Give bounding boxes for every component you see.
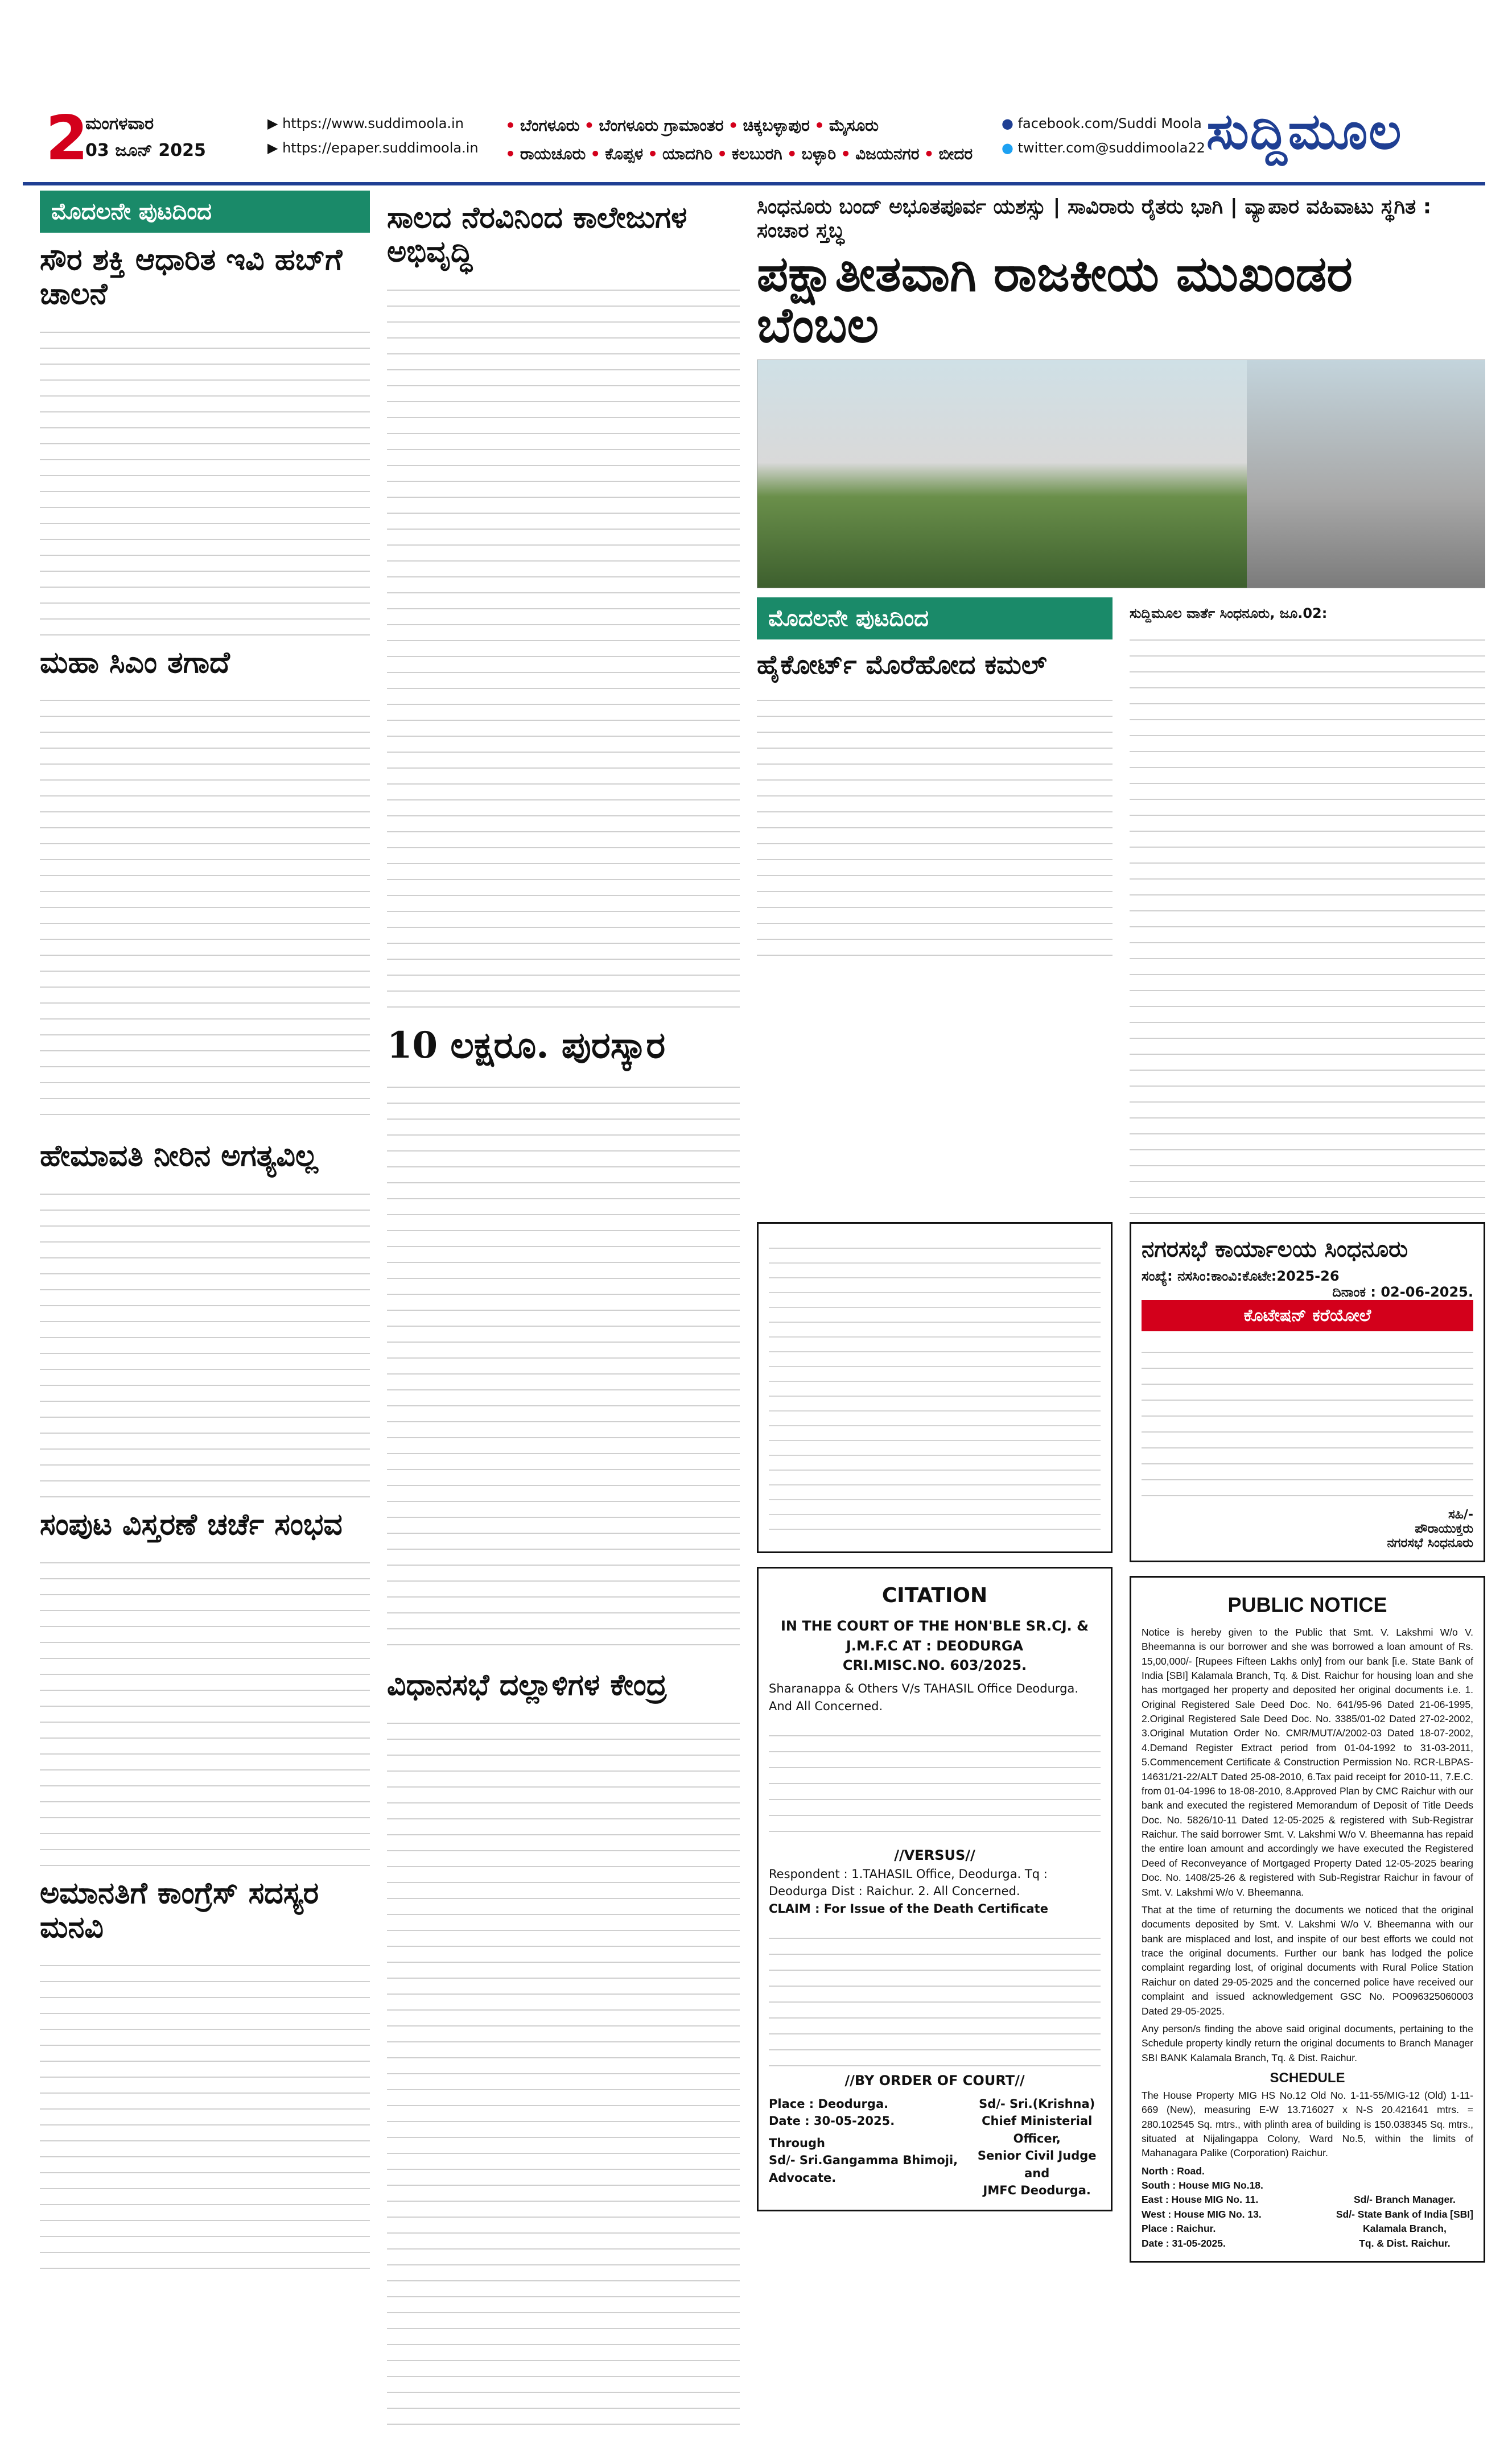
bullet: •: [590, 145, 601, 164]
nagarasabhe-body: [1142, 1337, 1473, 1508]
protest-photo: [757, 360, 1485, 588]
article-body: [1130, 625, 1485, 1216]
citation-notice: [757, 1567, 1113, 2211]
citation-sign: Chief Ministerial Officer,: [982, 2114, 1093, 2145]
nagarasabhe-title: ನಗರಸಭೆ ಕಾರ್ಯಾಲಯ ಸಿಂಧನೂರು: [1142, 1236, 1408, 1262]
citation-respondent: Respondent : 1.TAHASIL Office, Deodurga. Tq : Deodurga Dist : Raichur. 2. All Concerned.: [769, 1867, 1048, 1898]
schedule-body: The House Property MIG HS No.12 Old No. 1-11-55/MIG-12 (Old) 1-11-669 (New), measuring E-W 13.716027 x N-S 20.421641 mtrs. = 280.102545 Sq. mtrs., with plinth area of building is 150.038345 Sq. mtrs., situated at Nijalingappa Colony, Ward No.5, within the limits of Mahanagara Palike (Corporation) Raichur.: [1142, 2089, 1473, 2159]
public-notice-body: Notice is hereby given to the Public that Smt. V. Lakshmi W/o V. Bheemanna is our borrower and she was borrowed a loan amount of Rs. 15,00,000/- [Rupees Fifteen Lakhs only] from our bank [i.e. State Bank of India [SBI] Kalamala Branch, Tq. & Dist. Raichur for housing loan and she has mortgaged her property and deposited her original documents i.e. 1. Original Registered Sale Deed Doc. No. 641/95-96 Dated 21-06-1995, 2.Original Registered Sale Deed Doc. No. 3385/01-02 Dated 27-02-2002, 3.Original Mutation Order No. CMR/MUT/A/2002-03 Dated 18-07-2002, 4.Demand Register Extract period from 01-04-1992 to 31-03-2011, 5.Commencement Certificate & Construction Permission No. RCR-LBPAS-14631/21-22/ALT Dated 25-08-2010, 6.Tax paid receipt for 2010-11, 7.E.C. from 01-04-1996 to 18-08-2010, 8.Approved Plan by CMC Raichur with our bank and executed the registered Memorandum of Deposit of Title Deeds Doc. No. 5826/10-11 Dated 12-05-2025 & registered with Sub-Registrar Raichur. The said borrower Smt. V. Lakshmi W/o V. Bheemanna has repaid the entire loan amount and accordingly we have executed the Registered Deed of Reconveyance of Mortgaged Property Dated 12-05-2025 bearing Doc. No. 1408/25-26 & registered with Sub-Registrar Raichur in favour of Smt. V. Lakshmi W/o V. Bheemanna.: [1142, 1626, 1473, 1898]
citation-sign: Sd/- Sri.(Krishna): [979, 2096, 1095, 2111]
column-3: [757, 191, 1485, 2263]
bullet: •: [814, 116, 825, 135]
twitter-icon: ●: [1002, 140, 1013, 156]
citation-advocate: Sd/- Sri.Gangamma Bhimoji, Advocate.: [769, 2153, 958, 2185]
city-name: ವಿಜಯನಗರ: [855, 145, 920, 164]
bullet: •: [717, 145, 727, 164]
social-links: [1002, 112, 1205, 160]
public-notice-body2: That at the time of returning the documents we noticed that the original documents deposited by Smt. V. Lakshmi W/o V. Bheemanna with our bank are misplaced and lost, and inspite of our best efforts we could not trace the original documents. Further our bank has lodged the police complaint regarding lost, of original documents with Rural Police Station Raichur on dated 29-05-2025 and the concerned police have received our complaint and issued acknowledgement GSC No. PO096325060003 Dated 29-05-2025.: [1142, 1904, 1473, 2017]
column-1: [40, 191, 370, 2438]
urls: [267, 112, 479, 160]
notice-place: Place : Raichur.: [1142, 2223, 1216, 2235]
city-name: ಬಳ್ಳಾರಿ: [801, 145, 837, 164]
headline-suspension: ಅಮಾನತಿಗೆ ಕಾಂಗ್ರೆಸ್ ಸದಸ್ಯರ ಮನವಿ: [40, 1875, 319, 1945]
citation-case: CRI.MISC.NO. 603/2025.: [842, 1657, 1027, 1674]
boundary-west: West : House MIG No. 13.: [1142, 2208, 1262, 2220]
notice-sign: Sd/- State Bank of India [SBI]: [1336, 2208, 1473, 2220]
citation-body: [769, 1720, 1101, 1846]
day: ಮಂಗಳವಾರ: [85, 114, 154, 134]
nagarasabhe-sign: ಪೌರಾಯುಕ್ತರು: [1415, 1521, 1473, 1536]
article-body: [757, 685, 1113, 969]
boundary-south: South : House MIG No.18.: [1142, 2180, 1263, 2191]
notice-sign: Sd/- Branch Manager.: [1353, 2194, 1456, 2206]
article-body: [40, 1547, 370, 1866]
bullet: •: [840, 145, 851, 164]
lead-headline: ಪಕ್ಷಾತೀತವಾಗಿ ರಾಜಕೀಯ ಮುಖಂಡರ ಬೆಂಬಲ: [757, 245, 1353, 354]
city-name: ಬೀದರ: [938, 145, 973, 164]
website-link[interactable]: ▶ https://www.suddimoola.in: [267, 115, 464, 131]
bullet: •: [505, 145, 516, 164]
byline: ಸುದ್ದಿಮೂಲ ವಾರ್ತೆ ಸಿಂಧನೂರು, ಜೂ.02:: [1130, 605, 1328, 621]
facebook-icon: ●: [1002, 115, 1013, 131]
bullet: •: [648, 145, 658, 164]
citation-parties: Sharanappa & Others V/s TAHASIL Office Deodurga. And All Concerned.: [769, 1682, 1079, 1713]
epaper-link[interactable]: ▶ https://epaper.suddimoola.in: [267, 140, 479, 156]
facebook-link[interactable]: ● facebook.com/Suddi Moola: [1002, 115, 1202, 131]
boundary-east: East : House MIG No. 11.: [1142, 2194, 1259, 2206]
section-banner: ಮೊದಲನೇ ಪುಟದಿಂದ: [757, 597, 1113, 639]
header-rule: [23, 182, 1485, 185]
city-name: ರಾಯಚೂರು: [520, 145, 586, 164]
headline-ev-hub: ಸೌರ ಶಕ್ತಿ ಆಧಾರಿತ ಇವಿ ಹಬ್‌ಗೆ ಚಾಲನೆ: [40, 242, 343, 311]
public-notice-title: PUBLIC NOTICE: [1227, 1592, 1387, 1616]
citation-sign: Senior Civil Judge and: [977, 2149, 1097, 2180]
citation-versus: //VERSUS//: [894, 1847, 975, 1864]
article-body: [40, 317, 370, 635]
city-name: ಯಾದಗಿರಿ: [662, 145, 713, 164]
bullet: •: [584, 116, 595, 135]
city-name: ಕೊಪ್ಪಳ: [605, 145, 644, 164]
date: 03 ಜೂನ್ 2025: [85, 140, 206, 160]
headline-broker-center: ವಿಧಾನಸಭೆ ದಲ್ಲಾಳಿಗಳ ಕೇಂದ್ರ: [387, 1668, 667, 1703]
masthead: ಸುದ್ದಿಮೂಲ: [1206, 101, 1403, 160]
notice-date: Date : 31-05-2025.: [1142, 2237, 1226, 2249]
headline-highcourt: ಹೈಕೋರ್ಟ್ ಮೊರೆಹೋದ ಕಮಲ್: [757, 649, 1047, 680]
nagarasabhe-sign: ಸಹಿ/-: [1448, 1507, 1473, 1522]
article-body: [387, 275, 740, 1014]
article-body: [40, 685, 370, 1129]
nagarasabhe-notice: [1130, 1222, 1485, 1562]
bullet: •: [786, 145, 797, 164]
public-notice-body3: Any person/s finding the above said original documents, pertaining to the Schedule property kindly return the original documents to Branch Manager SBI BANK Kalamala Branch, Tq. & Dist. Raichur.: [1142, 2023, 1473, 2063]
citation-title: CITATION: [881, 1583, 988, 1607]
citation-claim: CLAIM : For Issue of the Death Certificate: [769, 1901, 1048, 1916]
headline-maha-cm: ಮಹಾ ಸಿಎಂ ತಗಾದೆ: [40, 645, 230, 680]
citation-court: IN THE COURT OF THE HON'BLE SR.CJ. & J.M.F.C AT : DEODURGA: [780, 1617, 1089, 1654]
date-block: [85, 111, 206, 164]
nagarasabhe-number: ಸಂಖ್ಯೆ: ನಸಸಿಂ:ಕಾಂವಿ:ಕೊಟೇ:2025-26: [1142, 1268, 1340, 1284]
city-name: ಬೆಂಗಳೂರು ಗ್ರಾಮಾಂತರ: [599, 116, 724, 135]
article-body: [387, 1072, 740, 1658]
lead-tagline: ಸಿಂಧನೂರು ಬಂದ್ ಅಭೂತಪೂರ್ವ ಯಶಸ್ಸು | ಸಾವಿರಾರು ರೈತರು ಭಾಗಿ | ವ್ಯಾಪಾರ ವಹಿವಾಟು ಸ್ಥಗಿತ : ಸಂಚಾರ ಸ್ತಬ್ಧ: [757, 195, 1432, 242]
boundary-north: North : Road.: [1142, 2165, 1205, 2177]
nagarasabhe-date: ದಿನಾಂಕ : 02-06-2025.: [1332, 1283, 1473, 1300]
citation-sign: JMFC Deodurga.: [983, 2184, 1091, 2198]
bullet: •: [505, 116, 516, 135]
article-body: [40, 1179, 370, 1497]
notice-sign: Kalamala Branch,: [1362, 2223, 1447, 2235]
citation-text: [769, 1923, 1101, 2071]
notice-sign: Tq. & Dist. Raichur.: [1359, 2237, 1451, 2249]
page-number: 2: [46, 103, 89, 174]
citation-order: //BY ORDER OF COURT//: [844, 2073, 1025, 2089]
twitter-link[interactable]: ● twitter.com@suddimoola22: [1002, 140, 1205, 156]
article-body: [40, 1950, 370, 2269]
citation-date: Date : 30-05-2025.: [769, 2114, 895, 2128]
article-body: [387, 1708, 740, 2438]
govt-notice: [757, 1222, 1113, 1553]
headline-cabinet: ಸಂಪುಟ ವಿಸ್ತರಣೆ ಚರ್ಚೆ ಸಂಭವ: [40, 1507, 343, 1542]
section-banner: ಮೊದಲನೇ ಪುಟದಿಂದ: [40, 191, 370, 233]
schedule-title: SCHEDULE: [1270, 2070, 1345, 2086]
city-name: ಚಿಕ್ಕಬಳ್ಳಾಪುರ: [743, 116, 810, 135]
citation-place: Place : Deodurga.: [769, 2096, 889, 2111]
citation-through: Through: [769, 2136, 825, 2150]
city-name: ಕಲಬುರಗಿ: [731, 145, 782, 164]
quotation-bar: ಕೊಟೇಷನ್ ಕರೆಯೋಲೆ: [1142, 1300, 1473, 1331]
column-2: [387, 191, 740, 2438]
city-name: ಮೈಸೂರು: [829, 116, 879, 135]
headline-hemavati: ಹೇಮಾವತಿ ನೀರಿನ ಅಗತ್ಯವಿಲ್ಲ: [40, 1138, 318, 1174]
bullet: •: [728, 116, 739, 135]
headline-award: 10 ಲಕ್ಷರೂ. ಪುರಸ್ಕಾರ: [387, 1023, 666, 1067]
city-list: [501, 112, 1013, 169]
nagarasabhe-sign: ನಗರಸಭೆ ಸಿಂಧನೂರು: [1387, 1536, 1473, 1550]
city-name: ಬೆಂಗಳೂರು: [520, 116, 580, 135]
headline-college-loan: ಸಾಲದ ನೆರವಿನಿಂದ ಕಾಲೇಜುಗಳ ಅಭಿವೃದ್ಧಿ: [387, 200, 687, 269]
public-notice: [1130, 1576, 1485, 2263]
bullet: •: [924, 145, 934, 164]
